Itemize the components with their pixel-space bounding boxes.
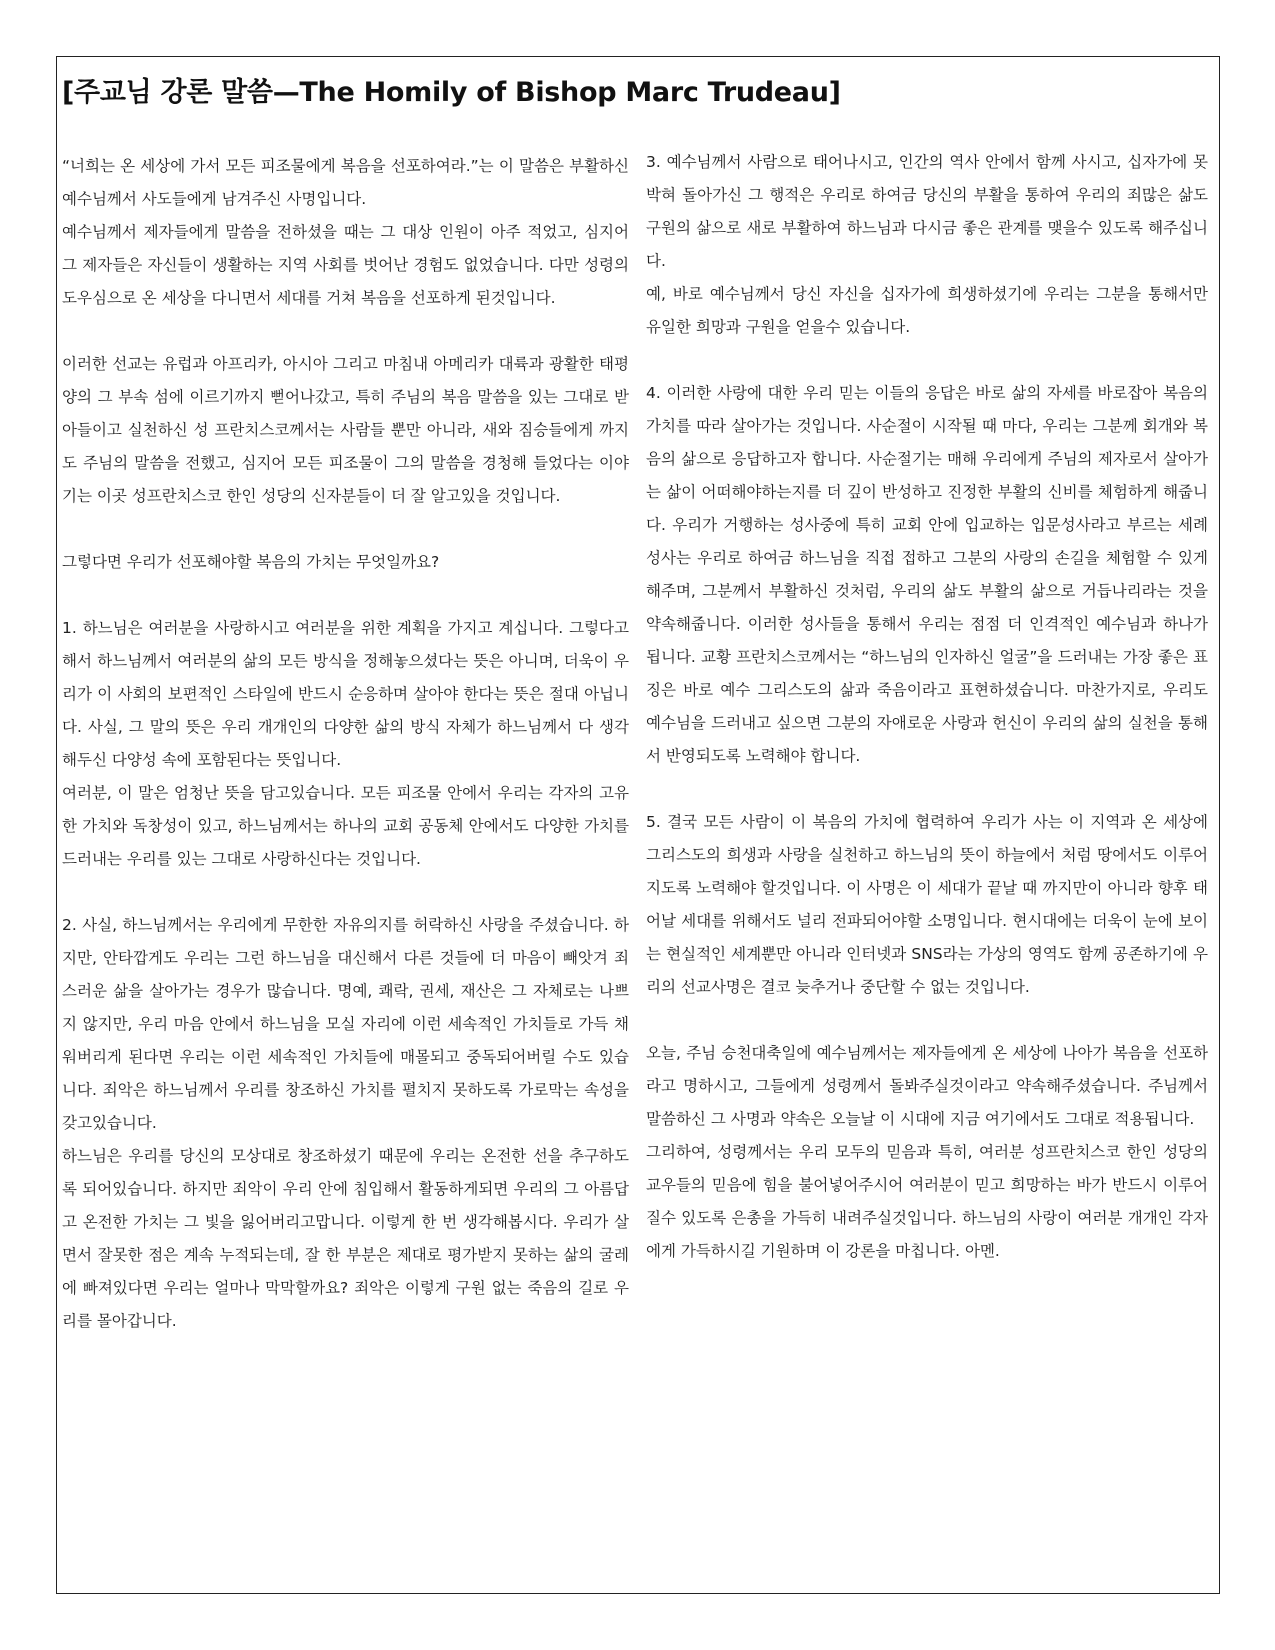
paragraph-mission-intro: “너희는 온 세상에 가서 모든 피조물에게 복음을 선포하여라.”는 이 말씀은 부활하신 예수님께서 사도들에게 남겨주신 사명입니다. xyxy=(62,157,629,208)
paragraph-closing: 그리하여, 성령께서는 우리 모두의 믿음과 특히, 여러분 성프란치스코 한인 성당의 교우들의 믿음에 힘을 불어넣어주시어 여러분이 믿고 희망하는 바가 반드시 이루어질수 있도록 은총을 가득히 내려주실것입니다. 하느님의 사랑이 여러분 개개인 각자에게 가득하시길 기원하며 이 강론을 마칩니다. 아멘. xyxy=(646,1143,1208,1260)
paragraph-spacer xyxy=(646,1004,1208,1037)
paragraph-spacer xyxy=(62,579,629,612)
paragraph-disciples: 예수님께서 제자들에게 말씀을 전하셨을 때는 그 대상 인원이 아주 적었고, 심지어 그 제자들은 자신들이 생활하는 지역 사회를 벗어난 경험도 없었습니다. 다만 성령의 도우심으로 온 세상을 다니면서 세대를 거쳐 복음을 선포하게 된것입니다. xyxy=(62,223,629,307)
left-column xyxy=(62,150,629,1338)
paragraph-point-2-cont: 하느님은 우리를 당신의 모상대로 창조하셨기 때문에 우리는 온전한 선을 추구하도록 되어있습니다. 하지만 죄악이 우리 안에 침입해서 활동하게되면 우리의 그 아름답고 온전한 가치는 그 빛을 잃어버리고맙니다. 이렇게 한 번 생각해봅시다. 우리가 살면서 잘못한 점은 계속 누적되는데, 잘 한 부분은 제대로 평가받지 못하는 삶의 굴레에 빠져있다면 우리는 얼마나 막막할까요? 죄악은 이렇게 구원 없는 죽음의 길로 우리를 몰아갑니다. xyxy=(62,1147,629,1330)
paragraph-point-4: 4. 이러한 사랑에 대한 우리 믿는 이들의 응답은 바로 삶의 자세를 바로잡아 복음의 가치를 따라 살아가는 것입니다. 사순절이 시작될 때 마다, 우리는 그분께 회개와 복음의 삶으로 응답하고자 합니다. 사순절기는 매해 우리에게 주님의 제자로서 살아가는 삶이 어떠해야하는지를 더 깊이 반성하고 진정한 부활의 신비를 체험하게 해줍니다. 우리가 거행하는 성사중에 특히 교회 안에 입교하는 입문성사라고 부르는 세례성사는 우리로 하여금 하느님을 직접 접하고 그분의 사랑의 손길을 체험할 수 있게 해주며, 그분께서 부활하신 것처럼, 우리의 삶도 부활의 삶으로 거듭나리라는 것을 약속해줍니다. 이러한 성사들을 통해서 우리는 점점 더 인격적인 예수님과 하나가 됩니다. 교황 프란치스코께서는 “하느님의 인자하신 얼굴”을 드러내는 가장 좋은 표징은 바로 예수 그리스도의 삶과 죽음이라고 표현하셨습니다. 마찬가지로, 우리도 예수님을 드러내고 싶으면 그분의 자애로운 사랑과 헌신이 우리의 삶의 실천을 통해서 반영되도록 노력해야 합니다. xyxy=(646,384,1208,765)
right-column xyxy=(646,146,1208,1268)
page-title: [주교님 강론 말씀—The Homily of Bishop Marc Trudeau] xyxy=(62,77,841,108)
paragraph-ascension: 오늘, 주님 승천대축일에 예수님께서는 제자들에게 온 세상에 나아가 복음을 선포하라고 명하시고, 그들에게 성령께서 돌봐주실것이라고 약속해주셨습니다. 주님께서 말씀하신 그 사명과 약속은 오늘날 이 시대에 지금 여기에서도 그대로 적용됩니다. xyxy=(646,1044,1208,1128)
paragraph-spacer xyxy=(646,773,1208,806)
paragraph-spacer xyxy=(62,513,629,546)
paragraph-spacer xyxy=(62,876,629,909)
paragraph-point-1: 1. 하느님은 여러분을 사랑하시고 여러분을 위한 계획을 가지고 계십니다. 그렇다고해서 하느님께서 여러분의 삶의 모든 방식을 정해놓으셨다는 뜻은 아니며, 더욱이 우리가 이 사회의 보편적인 스타일에 반드시 순응하며 살아야 한다는 뜻은 절대 아닙니다. 사실, 그 말의 뜻은 우리 개개인의 다양한 삶의 방식 자체가 하느님께서 다 생각해두신 다양성 속에 포함된다는 뜻입니다. xyxy=(62,619,629,769)
paragraph-point-3-cont: 예, 바로 예수님께서 당신 자신을 십자가에 희생하셨기에 우리는 그분을 통해서만 유일한 희망과 구원을 얻을수 있습니다. xyxy=(646,285,1208,336)
paragraph-question: 그렇다면 우리가 선포해야할 복음의 가치는 무엇일까요? xyxy=(62,553,440,571)
paragraph-spacer xyxy=(646,344,1208,377)
paragraph-mission-spread: 이러한 선교는 유럽과 아프리카, 아시아 그리고 마침내 아메리카 대륙과 광활한 태평양의 그 부속 섬에 이르기까지 뻗어나갔고, 특히 주님의 복음 말씀을 있는 그대로 받아들이고 실천하신 성 프란치스코께서는 사람들 뿐만 아니라, 새와 짐승들에게 까지도 주님의 말씀을 전했고, 심지어 모든 피조물이 그의 말씀을 경청해 들었다는 이야기는 이곳 성프란치스코 한인 성당의 신자분들이 더 잘 알고있을 것입니다. xyxy=(62,355,630,505)
paragraph-spacer xyxy=(62,315,629,348)
paragraph-point-2: 2. 사실, 하느님께서는 우리에게 무한한 자유의지를 허락하신 사랑을 주셨습니다. 하지만, 안타깝게도 우리는 그런 하느님을 대신해서 다른 것들에 더 마음이 빼앗겨 죄스러운 삶을 살아가는 경우가 많습니다. 명예, 쾌락, 권세, 재산은 그 자체로는 나쁘지 않지만, 우리 마음 안에서 하느님을 모실 자리에 이런 세속적인 가치들로 가득 채워버리게 된다면 우리는 이런 세속적인 가치들에 매몰되고 중독되어버릴 수도 있습니다. 죄악은 하느님께서 우리를 창조하신 가치를 펼치지 못하도록 가로막는 속성을 갖고있습니다. xyxy=(62,916,629,1132)
paragraph-point-1-cont: 여러분, 이 말은 엄청난 뜻을 담고있습니다. 모든 피조물 안에서 우리는 각자의 고유한 가치와 독창성이 있고, 하느님께서는 하나의 교회 공동체 안에서도 다양한 가치를 드러내는 우리를 있는 그대로 사랑하신다는 것입니다. xyxy=(62,784,629,868)
paragraph-point-3: 3. 예수님께서 사람으로 태어나시고, 인간의 역사 안에서 함께 사시고, 십자가에 못박혀 돌아가신 그 행적은 우리로 하여금 당신의 부활을 통하여 우리의 죄많은 삶도 구원의 삶으로 새로 부활하여 하느님과 다시금 좋은 관계를 맺을수 있도록 해주십니다. xyxy=(646,153,1208,270)
paragraph-point-5: 5. 결국 모든 사람이 이 복음의 가치에 협력하여 우리가 사는 이 지역과 온 세상에 그리스도의 희생과 사랑을 실천하고 하느님의 뜻이 하늘에서 처럼 땅에서도 이루어지도록 노력해야 할것입니다. 이 사명은 이 세대가 끝날 때 까지만이 아니라 향후 태어날 세대를 위해서도 널리 전파되어야할 소명입니다. 현시대에는 더욱이 눈에 보이는 현실적인 세계뿐만 아니라 인터넷과 SNS라는 가상의 영역도 함께 공존하기에 우리의 선교사명은 결코 늦추거나 중단할 수 없는 것입니다. xyxy=(646,813,1208,996)
